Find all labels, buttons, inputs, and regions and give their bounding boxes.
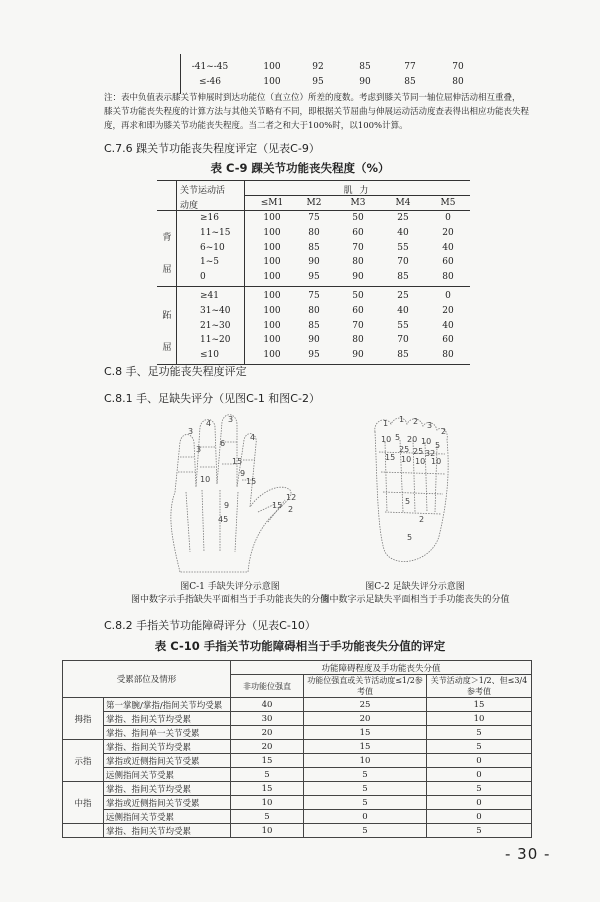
table-cell: 20 <box>442 227 454 238</box>
table-cell: 0 <box>427 754 532 768</box>
table-cell: 0 <box>304 810 427 824</box>
table-cell: 20 <box>304 712 427 726</box>
table-cell: 25 <box>397 213 409 223</box>
table-cell: 80 <box>308 227 320 238</box>
row-range: 0 <box>200 272 206 283</box>
table-c10 <box>62 660 532 838</box>
figure-c1-caption-title: 图C-1 手缺失评分示意图 <box>180 582 280 592</box>
table-cell: 90 <box>308 257 320 268</box>
foot-loss-score: 10 <box>431 457 442 466</box>
table-cell: 40 <box>442 242 454 253</box>
header-corner-line2: 动度 <box>180 201 199 211</box>
table-row <box>63 712 532 726</box>
table-cell: 80 <box>442 350 454 361</box>
table-cell: 5 <box>427 740 532 754</box>
table-cell: 0 <box>427 768 532 782</box>
column-header: M2 <box>306 198 322 208</box>
table-cell: 5 <box>427 726 532 740</box>
table-cell: 75 <box>308 291 320 301</box>
table-cell: 85 <box>397 350 409 361</box>
header-column: 关节活动度＞1/2、但≤3/4参考值 <box>427 675 532 698</box>
table-cell: 100 <box>263 77 281 87</box>
rule <box>244 180 245 364</box>
table-cell: 5 <box>304 782 427 796</box>
hand-loss-score: 6 <box>220 439 226 448</box>
table-cell: 100 <box>263 227 281 238</box>
column-header: M3 <box>350 198 366 208</box>
table-cell: 80 <box>352 257 364 268</box>
table-cell: 5 <box>304 796 427 810</box>
hand-loss-score: 3 <box>188 427 194 436</box>
table-cell: 20 <box>442 305 454 316</box>
table-cell: 5 <box>427 824 532 838</box>
hand-loss-score: 4 <box>206 419 212 428</box>
table-cell: 15 <box>427 698 532 712</box>
hand-diagram-figure <box>140 412 310 577</box>
header-affected-site: 受累部位及情形 <box>63 661 231 698</box>
table-cell: 15 <box>231 754 304 768</box>
table-cell: 85 <box>359 62 371 72</box>
hand-loss-score: 3 <box>228 415 234 424</box>
hand-loss-score: 4 <box>250 433 256 442</box>
row-range: 11~20 <box>200 335 231 346</box>
table-left-border <box>180 54 181 94</box>
hand-loss-score: 9 <box>224 501 230 510</box>
table-cell: 5 <box>304 824 427 838</box>
row-range: 21~30 <box>200 320 231 331</box>
table-cell: 100 <box>263 272 281 283</box>
row-range: ≥16 <box>200 213 219 223</box>
table-cell: 85 <box>308 320 320 331</box>
affected-condition: 掌指、指间单一关节受累 <box>104 726 231 740</box>
figure-c2-caption-note: 图中数字示足缺失平面相当于手功能丧失的分值 <box>320 595 510 605</box>
row-range: 6~10 <box>200 242 225 253</box>
table-cell: ≤-46 <box>198 77 222 87</box>
table-cell: 10 <box>427 712 532 726</box>
table-cell: 95 <box>308 272 320 283</box>
table-cell: 90 <box>352 350 364 361</box>
foot-loss-score: 2 <box>441 427 447 436</box>
foot-loss-score: 20 <box>407 435 418 444</box>
table-cell: 90 <box>308 335 320 346</box>
row-range: 31~40 <box>200 305 231 316</box>
table-cell: 80 <box>442 272 454 283</box>
table-cell: 10 <box>304 754 427 768</box>
row-range: ≥41 <box>200 291 219 301</box>
figure-c2-caption <box>300 581 530 607</box>
table-cell: 100 <box>263 350 281 361</box>
table-cell: 55 <box>397 242 409 253</box>
table-cell: 60 <box>442 335 454 346</box>
table-cell: 100 <box>263 320 281 331</box>
table-cell: 5 <box>427 782 532 796</box>
note-line: 膝关节功能丧失程度的计算方法与其他关节略有不同，即根据关节屈曲与伸展运动活动度查表得出相应功能丧失程 <box>104 107 530 117</box>
table-cell: 5 <box>231 810 304 824</box>
table-row <box>63 782 532 796</box>
section-heading-c76: C.7.6 踝关节功能丧失程度评定（见表C-9） <box>104 142 320 155</box>
table-cell: 70 <box>452 62 464 72</box>
table-cell: 40 <box>397 227 409 238</box>
affected-condition: 掌指或近侧指间关节受累 <box>104 754 231 768</box>
table-row <box>63 754 532 768</box>
affected-condition: 掌指、指间关节均受累 <box>104 824 231 838</box>
page-number: - 30 - <box>505 845 551 863</box>
table-cell: 70 <box>397 257 409 268</box>
table-cell: 95 <box>312 77 324 87</box>
table-cell: 0 <box>427 796 532 810</box>
table-cell: 100 <box>263 213 281 223</box>
table-cell: 100 <box>263 291 281 301</box>
table-cell: 15 <box>231 782 304 796</box>
foot-loss-score: 25 <box>399 445 410 454</box>
table-cell: 25 <box>397 291 409 301</box>
table-row <box>63 698 532 712</box>
header-column: 非功能位强直 <box>231 675 304 698</box>
finger-label: 中指 <box>63 782 104 824</box>
section-heading-c82: C.8.2 手指关节功能障碍评分（见表C-10） <box>104 619 316 632</box>
table-c10-title: 表 C-10 手指关节功能障碍相当于手功能丧失分值的评定 <box>154 639 446 653</box>
table-cell: 15 <box>304 726 427 740</box>
table-cell: 100 <box>263 305 281 316</box>
finger-label <box>63 824 104 838</box>
affected-condition: 掌指或近侧指间关节受累 <box>104 796 231 810</box>
hand-loss-score: 10 <box>200 475 211 484</box>
foot-diagram-figure <box>355 412 465 572</box>
table-cell: 85 <box>308 242 320 253</box>
affected-condition: 远侧指间关节受累 <box>104 810 231 824</box>
foot-loss-score: 10 <box>381 435 392 444</box>
table-cell: 25 <box>304 698 427 712</box>
rule <box>157 180 470 181</box>
foot-loss-score: 32 <box>425 449 436 458</box>
table-row <box>63 796 532 810</box>
table-row <box>63 810 532 824</box>
table-cell: 60 <box>352 227 364 238</box>
figure-c2-caption-title: 图C-2 足缺失评分示意图 <box>365 582 465 592</box>
column-header: M5 <box>440 198 456 208</box>
table-cell: 80 <box>452 77 464 87</box>
foot-loss-score: 25 <box>413 447 424 456</box>
table-cell: 5 <box>304 768 427 782</box>
table-cell: 60 <box>442 257 454 268</box>
hand-loss-score: 15 <box>272 501 283 510</box>
foot-loss-score: 15 <box>385 453 396 462</box>
table-c10-grid <box>62 660 532 838</box>
note-line: 注：表中负值表示膝关节伸展时到达功能位（直立位）所差的度数。考虑到膝关节同一轴位屈伸活动相互重叠， <box>104 93 521 103</box>
table-cell: 92 <box>312 62 324 72</box>
affected-condition: 远侧指间关节受累 <box>104 768 231 782</box>
column-header: M4 <box>395 198 411 208</box>
header-muscle-strength: 肌 力 <box>343 186 371 196</box>
affected-condition: 掌指、指间关节均受累 <box>104 782 231 796</box>
table-cell: 40 <box>442 320 454 331</box>
table-cell: 0 <box>445 291 451 301</box>
table-cell: 80 <box>352 335 364 346</box>
table-cell: 30 <box>231 712 304 726</box>
group-label-char: 跖 <box>162 311 172 321</box>
table-cell: 10 <box>231 824 304 838</box>
table-cell: 60 <box>352 305 364 316</box>
group-label-char: 背 <box>162 233 172 243</box>
table-cell: 5 <box>231 768 304 782</box>
foot-loss-score: 3 <box>427 421 433 430</box>
foot-loss-score: 5 <box>395 433 401 442</box>
foot-loss-score: 1 <box>399 415 405 424</box>
column-header: ≤M1 <box>260 198 284 208</box>
table-cell: 20 <box>231 726 304 740</box>
note-line: 度，再求和即为膝关节功能丧失程度。当二者之和大于100%时，以100%计算。 <box>104 121 408 131</box>
header-column: 功能位强直或关节活动度≤1/2参考值 <box>304 675 427 698</box>
table-cell: 100 <box>263 242 281 253</box>
foot-loss-score: 10 <box>401 455 412 464</box>
table-cell: 0 <box>427 810 532 824</box>
foot-loss-score: 5 <box>435 441 441 450</box>
note-text <box>104 91 584 133</box>
table-row <box>63 740 532 754</box>
table-cell: 70 <box>352 320 364 331</box>
table-cell: 85 <box>404 77 416 87</box>
finger-label: 拇指 <box>63 698 104 740</box>
table-cell: 95 <box>308 350 320 361</box>
figure-c1-caption-note: 图中数字示手指缺失平面相当于手功能丧失的分值 <box>130 595 329 605</box>
table-cell: 50 <box>352 213 364 223</box>
table-cell: 75 <box>308 213 320 223</box>
hand-loss-score: 12 <box>286 493 297 502</box>
table-cell: 70 <box>352 242 364 253</box>
hand-loss-score: 2 <box>288 505 294 514</box>
table-cell: 80 <box>308 305 320 316</box>
table-cell: 40 <box>397 305 409 316</box>
finger-label: 示指 <box>63 740 104 782</box>
table-c9-title: 表 C-9 踝关节功能丧失程度（%） <box>210 161 390 175</box>
table-cell: 15 <box>304 740 427 754</box>
row-range: ≤10 <box>200 350 219 361</box>
hand-loss-score: 15 <box>232 457 243 466</box>
table-cell: 40 <box>231 698 304 712</box>
table-cell: 77 <box>404 62 416 72</box>
table-row <box>63 726 532 740</box>
table-row <box>63 824 532 838</box>
row-range: 1~5 <box>200 257 219 268</box>
affected-condition: 掌指、指间关节均受累 <box>104 740 231 754</box>
foot-loss-score: 10 <box>421 437 432 446</box>
foot-loss-score: 10 <box>415 457 426 466</box>
hand-loss-score: 15 <box>246 477 257 486</box>
table-cell: 50 <box>352 291 364 301</box>
section-heading-c81: C.8.1 手、足缺失评分（见图C-1 和图C-2） <box>104 392 320 405</box>
table-cell: 20 <box>231 740 304 754</box>
rule <box>176 180 177 364</box>
foot-loss-score: 5 <box>405 497 411 506</box>
table-cell: 10 <box>231 796 304 810</box>
table-row <box>63 768 532 782</box>
header-impairment-group: 功能障碍程度及手功能丧失分值 <box>231 661 532 675</box>
foot-loss-score: 5 <box>407 533 413 542</box>
foot-loss-score: 1 <box>383 419 389 428</box>
table-cell: 100 <box>263 335 281 346</box>
group-label-char: 屈 <box>162 265 172 275</box>
table-cell: 100 <box>263 257 281 268</box>
row-range: 11~15 <box>200 227 231 238</box>
table-cell: 70 <box>397 335 409 346</box>
table-cell: 85 <box>397 272 409 283</box>
section-heading-c8: C.8 手、足功能丧失程度评定 <box>104 365 247 378</box>
table-cell: 100 <box>263 62 281 72</box>
affected-condition: 掌指、指间关节均受累 <box>104 712 231 726</box>
table-cell: -41~-45 <box>191 62 229 72</box>
affected-condition: 第一掌腕/掌指/指间关节均受累 <box>104 698 231 712</box>
header-corner-line1: 关节运动活 <box>180 186 226 196</box>
table-cell: 90 <box>352 272 364 283</box>
foot-loss-score: 2 <box>419 515 425 524</box>
table-cell: 0 <box>445 213 451 223</box>
table-cell: 90 <box>359 77 371 87</box>
hand-loss-score: 9 <box>240 469 246 478</box>
group-label-char: 屈 <box>162 343 172 353</box>
hand-loss-score: 45 <box>218 515 229 524</box>
hand-loss-score: 3 <box>196 445 202 454</box>
rule <box>157 286 470 287</box>
table-cell: 55 <box>397 320 409 331</box>
foot-loss-score: 2 <box>413 417 419 426</box>
